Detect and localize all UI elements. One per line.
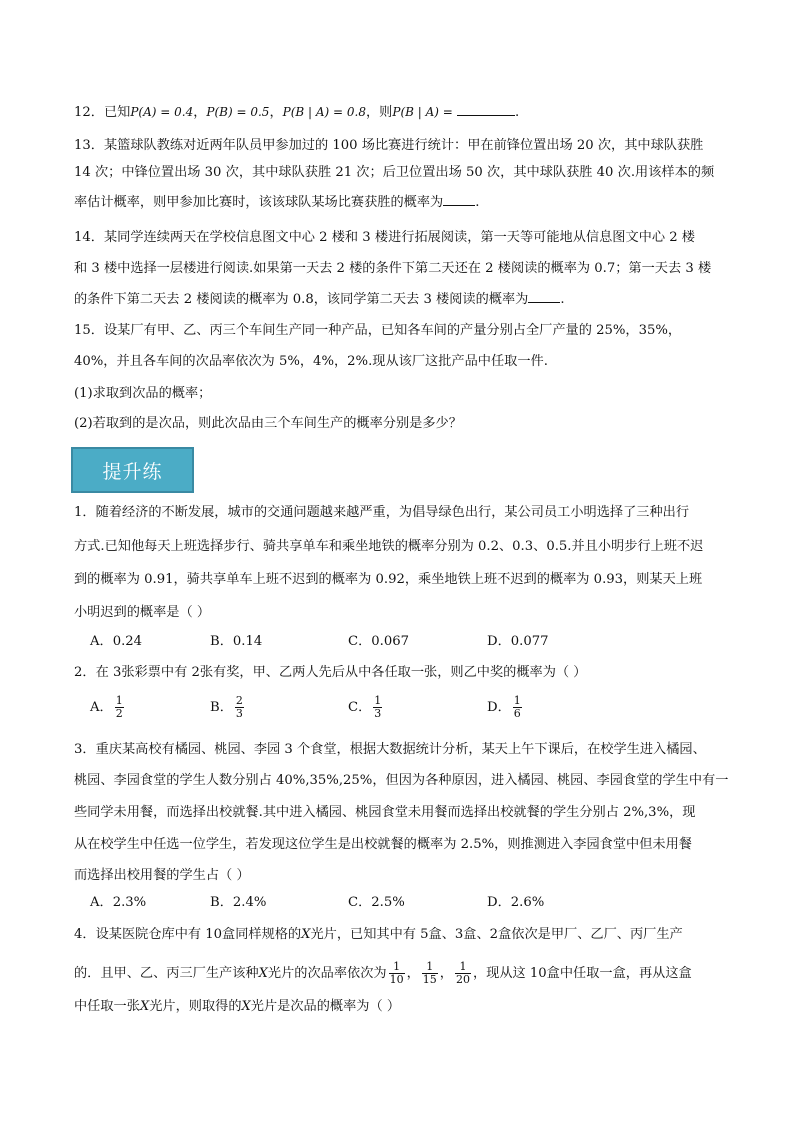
fraction bbox=[373, 695, 382, 720]
q12-sep: ，则 bbox=[366, 105, 393, 120]
p1-option-d[interactable]: D．0.077 bbox=[487, 634, 549, 649]
question-13-line3 bbox=[74, 193, 479, 213]
p1-option-b[interactable]: B．0.14 bbox=[210, 634, 263, 649]
question-14-line1: 14．某同学连续两天在学校信息图文中心 2 楼和 3 楼进行拓展阅读，第一天等可能地从信息图文中心 2 楼 bbox=[74, 230, 695, 245]
q12-text: 12．已知 bbox=[74, 105, 131, 120]
fraction bbox=[513, 695, 522, 720]
fraction-den: 3 bbox=[374, 707, 382, 720]
p2-option-a[interactable] bbox=[90, 695, 126, 720]
p2-option-d[interactable] bbox=[487, 695, 524, 720]
problem-3-line1: 3．重庆某高校有橘园、桃园、李园 3 个食堂，根据大数据统计分析，某天上午下课后，在校学生进入橘园、 bbox=[74, 742, 706, 757]
p4-text: 中任取一张 bbox=[74, 999, 140, 1014]
fraction bbox=[235, 695, 244, 720]
p4-text: 光片，已知其中有 5盒、3盒、2盒依次是甲厂、乙厂、丙厂生产 bbox=[310, 927, 683, 942]
fraction-num: 1 bbox=[459, 960, 467, 973]
question-15-part1: (1)求取到次品的概率； bbox=[74, 386, 212, 401]
question-13-line2: 14 次；中锋位置出场 30 次，其中球队获胜 21 次；后卫位置出场 50 次，其中球队获胜 40 次.用该样本的频 bbox=[74, 165, 715, 180]
fraction bbox=[389, 961, 405, 986]
problem-1-line2: 方式.已知他每天上班选择步行、骑共享单车和乘坐地铁的概率分别为 0.2、0.3、0.5.并且小明步行上班不迟 bbox=[74, 539, 704, 554]
p4-sep: ， bbox=[406, 966, 420, 981]
p4-text: 光片，则取得的 bbox=[149, 999, 242, 1014]
q14-end: . bbox=[560, 292, 565, 307]
problem-4-line3 bbox=[74, 997, 400, 1017]
fraction-num: 1 bbox=[426, 960, 434, 973]
fraction bbox=[115, 695, 124, 720]
fraction-den: 10 bbox=[389, 973, 404, 986]
p1-option-c[interactable]: C．0.067 bbox=[348, 634, 410, 649]
p4-text: ，现从这 10盒中任取一盒，再从这盒 bbox=[472, 966, 692, 981]
p4-text: 光片的次品率依次为 bbox=[267, 966, 387, 981]
problem-4-line2 bbox=[74, 961, 692, 987]
q12-end: . bbox=[515, 105, 520, 120]
question-15-line1: 15．设某厂有甲、乙、丙三个车间生产同一种产品，已知各车间的产量分别占全厂产量的 25%，35%， bbox=[74, 323, 682, 338]
answer-blank[interactable] bbox=[457, 115, 515, 116]
x-variable: X bbox=[301, 927, 311, 942]
fraction-den: 3 bbox=[235, 707, 243, 720]
q12-pb: P(B) = 0.5 bbox=[206, 105, 270, 119]
q14-text: 的条件下第二天去 2 楼阅读的概率为 0.8，该同学第二天去 3 楼阅读的概率为 bbox=[74, 292, 529, 307]
problem-2-line1: 2．在 3张彩票中有 2张有奖，甲、乙两人先后从中各任取一张，则乙中奖的概率为（ ） bbox=[74, 665, 587, 680]
question-15-line2: 40%，并且各车间的次品率依次为 5%，4%，2%.现从该厂这批产品中任取一件. bbox=[74, 354, 548, 369]
fraction-num: 1 bbox=[393, 960, 401, 973]
problem-3-line2: 桃园、李园食堂的学生人数分别占 40%,35%,25%，但因为各种原因，进入橘园、桃园、李园食堂的学生中有一 bbox=[74, 773, 729, 788]
question-14-line2: 和 3 楼中选择一层楼进行阅读.如果第一天去 2 楼的条件下第二天还在 2 楼阅读的概率为 0.7；第一天去 3 楼 bbox=[74, 261, 712, 276]
option-label: B． bbox=[210, 700, 233, 715]
option-label: D． bbox=[487, 700, 511, 715]
q12-pba2: P(B | A) = bbox=[392, 105, 453, 119]
problem-3-line5: 而选择出校用餐的学生占（ ） bbox=[74, 868, 250, 883]
x-variable: X bbox=[139, 999, 150, 1014]
q12-pa: P(A) = 0.4 bbox=[130, 105, 194, 119]
answer-blank[interactable] bbox=[528, 302, 560, 303]
q12-sep: ， bbox=[269, 105, 283, 120]
problem-1-line3: 到的概率为 0.91，骑共享单车上班不迟到的概率为 0.92，乘坐地铁上班不迟到的概率为 0.93，则某天上班 bbox=[74, 572, 703, 587]
x-variable: X bbox=[241, 999, 251, 1014]
problem-1-line1: 1．随着经济的不断发展，城市的交通问题越来越严重，为倡导绿色出行，某公司员工小明选择了三种出行 bbox=[74, 505, 690, 520]
answer-blank[interactable] bbox=[443, 205, 475, 206]
fraction-den: 20 bbox=[455, 973, 470, 986]
question-13-line1: 13．某篮球队教练对近两年队员甲参加过的 100 场比赛进行统计：甲在前锋位置出场 20 次，其中球队获胜 bbox=[74, 138, 704, 153]
q12-sep: ， bbox=[193, 105, 207, 120]
section-heading-tag bbox=[71, 447, 194, 493]
fraction-num: 1 bbox=[513, 694, 521, 707]
p1-option-a[interactable]: A．0.24 bbox=[90, 634, 143, 649]
option-label: A． bbox=[90, 700, 113, 715]
question-15-part2: (2)若取到的是次品，则此次品由三个车间生产的概率分别是多少？ bbox=[74, 416, 462, 431]
question-14-line3 bbox=[74, 290, 565, 310]
p3-option-c[interactable]: C．2.5% bbox=[348, 895, 405, 910]
fraction-den: 2 bbox=[115, 707, 123, 720]
p2-option-b[interactable] bbox=[210, 695, 246, 720]
p4-sep: ， bbox=[439, 966, 453, 981]
p4-text: 4．设某医院仓库中有 10盒同样规格的 bbox=[74, 927, 302, 942]
option-label: C． bbox=[348, 700, 372, 715]
p2-option-c[interactable] bbox=[348, 695, 384, 720]
p3-option-a[interactable]: A．2.3% bbox=[90, 895, 147, 910]
problem-3-line3: 些同学未用餐，而选择出校就餐.其中进入橘园、桃园食堂未用餐而选择出校就餐的学生分别占 2%,3%，现 bbox=[74, 805, 696, 820]
fraction-den: 6 bbox=[513, 707, 521, 720]
problem-3-line4: 从在校学生中任选一位学生，若发现这位学生是出校就餐的概率为 2.5%，则推测进入李园食堂中但未用餐 bbox=[74, 837, 692, 852]
p4-text: 光片是次品的概率为（ ） bbox=[250, 999, 401, 1014]
section-heading-text: 提升练 bbox=[102, 460, 163, 483]
fraction bbox=[455, 961, 471, 986]
fraction-den: 15 bbox=[422, 973, 437, 986]
p4-text: 的．且甲、乙、丙三厂生产该种 bbox=[74, 966, 259, 981]
question-12 bbox=[74, 102, 519, 123]
q12-pba: P(B | A) = 0.8 bbox=[282, 105, 366, 119]
fraction-num: 2 bbox=[235, 694, 243, 707]
problem-4-line1 bbox=[74, 925, 683, 945]
x-variable: X bbox=[258, 966, 268, 981]
fraction-num: 1 bbox=[115, 694, 123, 707]
fraction-num: 1 bbox=[374, 694, 382, 707]
problem-1-line4: 小明迟到的概率是（ ） bbox=[74, 605, 211, 620]
p3-option-b[interactable]: B．2.4% bbox=[210, 895, 267, 910]
p3-option-d[interactable]: D．2.6% bbox=[487, 895, 545, 910]
q13-text: 率估计概率，则甲参加比赛时，该该球队某场比赛获胜的概率为 bbox=[74, 195, 444, 210]
fraction bbox=[422, 961, 438, 986]
q13-end: . bbox=[475, 195, 480, 210]
